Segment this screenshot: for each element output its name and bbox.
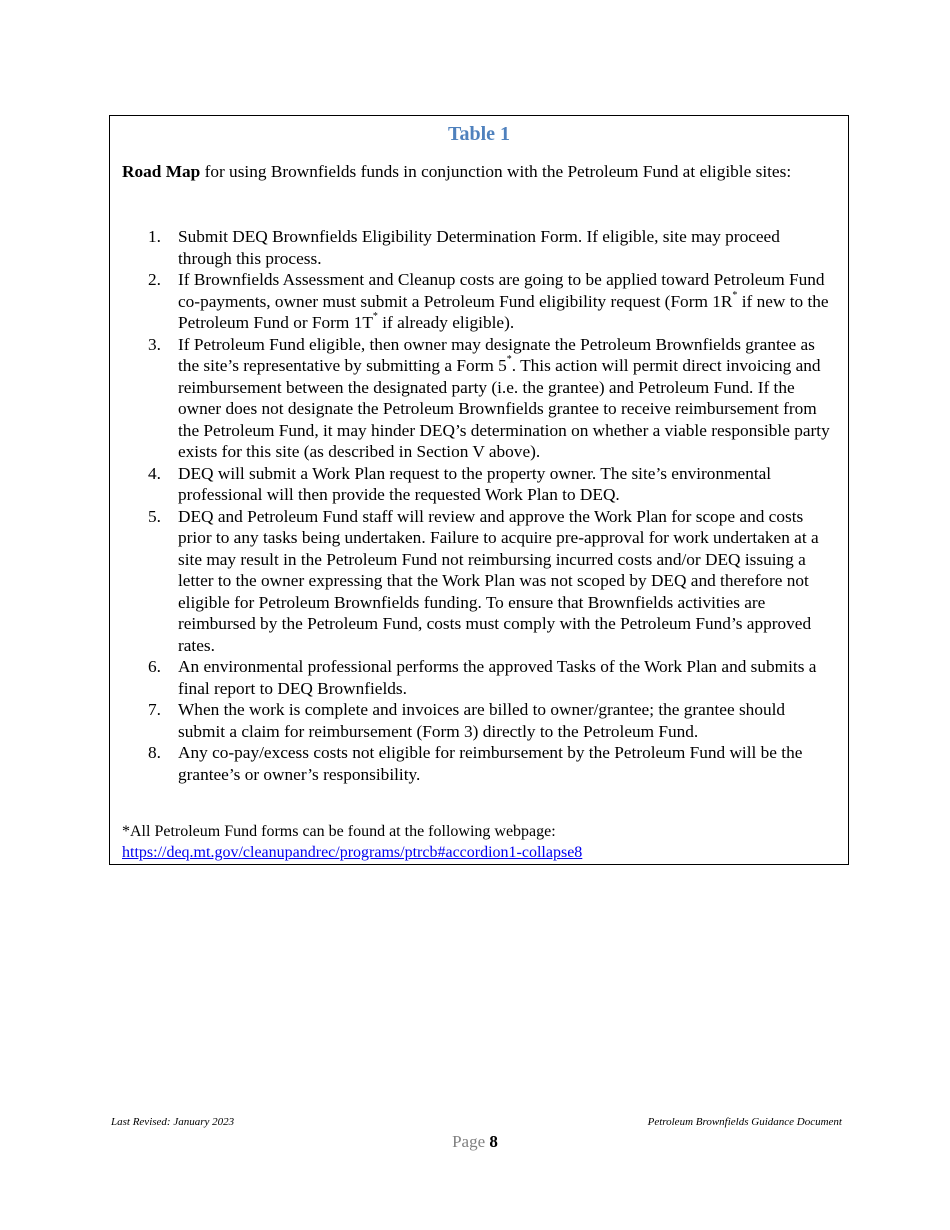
steps-list: [122, 226, 836, 785]
list-item: [122, 699, 836, 742]
document-title: Petroleum Brownfields Guidance Document: [647, 1116, 842, 1128]
list-item: [122, 334, 836, 463]
list-item-text: When the work is complete and invoices are billed to owner/grantee; the grantee should submit a claim for reimbursement (Form 3) directly to the Petroleum Fund.: [178, 700, 786, 741]
list-item-text: DEQ and Petroleum Fund staff will review and approve the Work Plan for scope and costs prior to any tasks being undertaken. Failure to acquire pre-approval for work undertaken at a site may result in the Petroleum Fund not reimbursing incurred costs and/or DEQ issuing a letter to the owner expressing that the Work Plan was not scoped by DEQ and therefore not eligible for Petroleum Brownfields funding. To ensure that Brownfields activities are reimbursed by the Petroleum Fund, costs must comply with the Petroleum Fund’s approved rates.: [178, 506, 819, 655]
road-map-table: [109, 115, 849, 865]
list-item-text: . This action will permit direct invoicing and reimbursement between the designated party (i.e. the grantee) and Petroleum Fund. If the owner does not designate the Petroleum Brownfields grantee to receive reimbursement from the Petroleum Fund, it may hinder DEQ’s determination on whether a viable responsible party exists for this site (as described in Section V above).: [178, 356, 830, 461]
list-item-number: 1.: [148, 227, 161, 246]
list-item-text: If Brownfields Assessment and Cleanup costs are going to be applied toward Petroleum Fund co-payments, owner must submit a Petroleum Fund eligibility request (Form 1R: [178, 270, 825, 311]
page-number-value: 8: [489, 1132, 498, 1151]
list-item-text: if new to the Petroleum Fund or Form 1T: [178, 291, 829, 332]
list-item-number: 2.: [148, 270, 161, 289]
page-label: Page: [452, 1132, 490, 1151]
footnote-marker: *: [372, 311, 378, 323]
list-item: [122, 463, 836, 506]
list-item-text: DEQ will submit a Work Plan request to the property owner. The site’s environmental professional will then provide the requested Work Plan to DEQ.: [178, 463, 772, 504]
list-item: [122, 656, 836, 699]
footnote-marker: *: [732, 289, 738, 301]
list-item-number: 3.: [148, 334, 161, 354]
last-revised: Last Revised: January 2023: [111, 1116, 235, 1128]
list-item: [122, 506, 836, 657]
list-item-text: Any co-pay/excess costs not eligible for reimbursement by the Petroleum Fund will be the grantee’s or owner’s responsibility.: [178, 743, 803, 784]
list-item: [122, 742, 836, 785]
footnote-marker: *: [506, 354, 512, 366]
footnote-text: *All Petroleum Fund forms can be found at the following webpage:: [122, 823, 556, 840]
list-item-number: 7.: [148, 700, 161, 719]
list-item-text: Submit DEQ Brownfields Eligibility Determination Form. If eligible, site may proceed through this process.: [178, 227, 780, 268]
list-item-number: 5.: [148, 506, 161, 526]
list-item-number: 6.: [148, 657, 161, 676]
table-intro: [122, 161, 836, 183]
table-title: Table 1: [447, 123, 511, 145]
footnote: [122, 821, 836, 863]
list-item: [122, 269, 836, 334]
list-item-text: if already eligible).: [377, 313, 515, 332]
list-item-number: 4.: [148, 463, 161, 483]
list-item-number: 8.: [148, 743, 161, 762]
petroleum-fund-forms-link[interactable]: https://deq.mt.gov/cleanupandrec/programs/ptrcb#accordion1-collapse8: [122, 844, 583, 861]
list-item-text: An environmental professional performs the approved Tasks of the Work Plan and submits a final report to DEQ Brownfields.: [178, 657, 817, 698]
list-item-text: If Petroleum Fund eligible, then owner may designate the Petroleum Brownfields grantee as the site’s representative by submitting a Form 5: [178, 334, 815, 375]
intro-bold: Road Map: [122, 162, 201, 181]
page-number: [0, 1132, 950, 1152]
list-item: [122, 226, 836, 269]
intro-text: for using Brownfields funds in conjunction with the Petroleum Fund at eligible sites:: [200, 162, 792, 181]
